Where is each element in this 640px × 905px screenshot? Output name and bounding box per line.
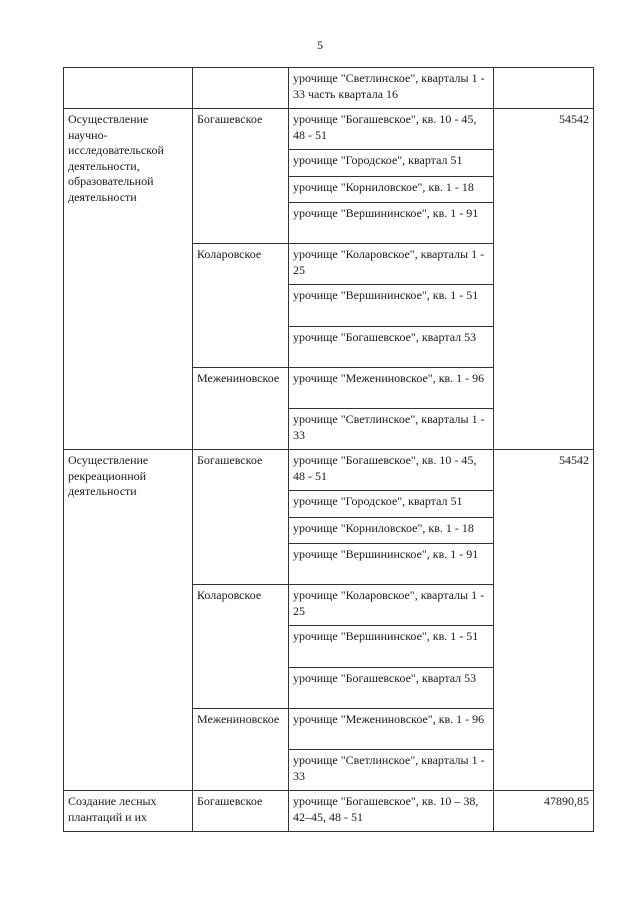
district-cell: Коларовское: [193, 244, 289, 368]
locality-cell: урочище "Богашевское", квартал 53: [289, 327, 494, 368]
locality-cell: урочище "Богашевское", кв. 10 - 45, 48 - 51: [289, 109, 494, 150]
district-cell: [193, 68, 289, 109]
locality-cell: урочище "Коларовское", кварталы 1 - 25: [289, 244, 494, 285]
page-number: 5: [317, 38, 323, 52]
area-cell: 54542: [494, 450, 594, 791]
locality-cell: урочище "Богашевское", квартал 53: [289, 668, 494, 709]
table-row: [64, 109, 594, 150]
locality-cell: урочище "Вершининское", кв. 1 - 51: [289, 626, 494, 668]
table-row: [64, 791, 594, 832]
locality-cell: урочище "Межениновское", кв. 1 - 96: [289, 709, 494, 750]
activity-cell: Осуществление рекреационной деятельности: [64, 450, 193, 791]
locality-cell: урочище "Вершининское", кв. 1 - 91: [289, 544, 494, 585]
area-cell: [494, 68, 594, 109]
locality-cell: урочище "Городское", квартал 51: [289, 150, 494, 177]
activity-cell: [64, 68, 193, 109]
table-row: [64, 450, 594, 491]
area-cell: 47890,85: [494, 791, 594, 832]
district-cell: Богашевское: [193, 450, 289, 585]
district-cell: Богашевское: [193, 109, 289, 244]
locality-cell: урочище "Светлинское", кварталы 1 - 33: [289, 409, 494, 450]
locality-cell: урочище "Городское", квартал 51: [289, 491, 494, 518]
area-cell: 54542: [494, 109, 594, 450]
locality-cell: урочище "Богашевское", кв. 10 - 45, 48 - 51: [289, 450, 494, 491]
locality-cell: урочище "Светлинское", кварталы 1 - 33 часть квартала 16: [289, 68, 494, 109]
locality-cell: урочище "Корниловское", кв. 1 - 18: [289, 177, 494, 203]
district-cell: Богашевское: [193, 791, 289, 832]
locality-cell: урочище "Коларовское", кварталы 1 - 25: [289, 585, 494, 626]
forest-use-table: [63, 67, 594, 832]
activity-cell: Создание лесных плантаций и их: [64, 791, 193, 832]
locality-cell: урочище "Богашевское", кв. 10 – 38, 42–45, 48 - 51: [289, 791, 494, 832]
district-cell: Межениновское: [193, 368, 289, 450]
district-cell: Коларовское: [193, 585, 289, 709]
locality-cell: урочище "Вершининское", кв. 1 - 91: [289, 203, 494, 244]
locality-cell: урочище "Вершининское", кв. 1 - 51: [289, 285, 494, 327]
locality-cell: урочище "Светлинское", кварталы 1 - 33: [289, 750, 494, 791]
locality-cell: урочище "Корниловское", кв. 1 - 18: [289, 518, 494, 544]
table-row: [64, 68, 594, 109]
district-cell: Межениновское: [193, 709, 289, 791]
locality-cell: урочище "Межениновское", кв. 1 - 96: [289, 368, 494, 409]
activity-cell: Осуществление научно-исследовательской деятельности, образовательной деятельности: [64, 109, 193, 450]
